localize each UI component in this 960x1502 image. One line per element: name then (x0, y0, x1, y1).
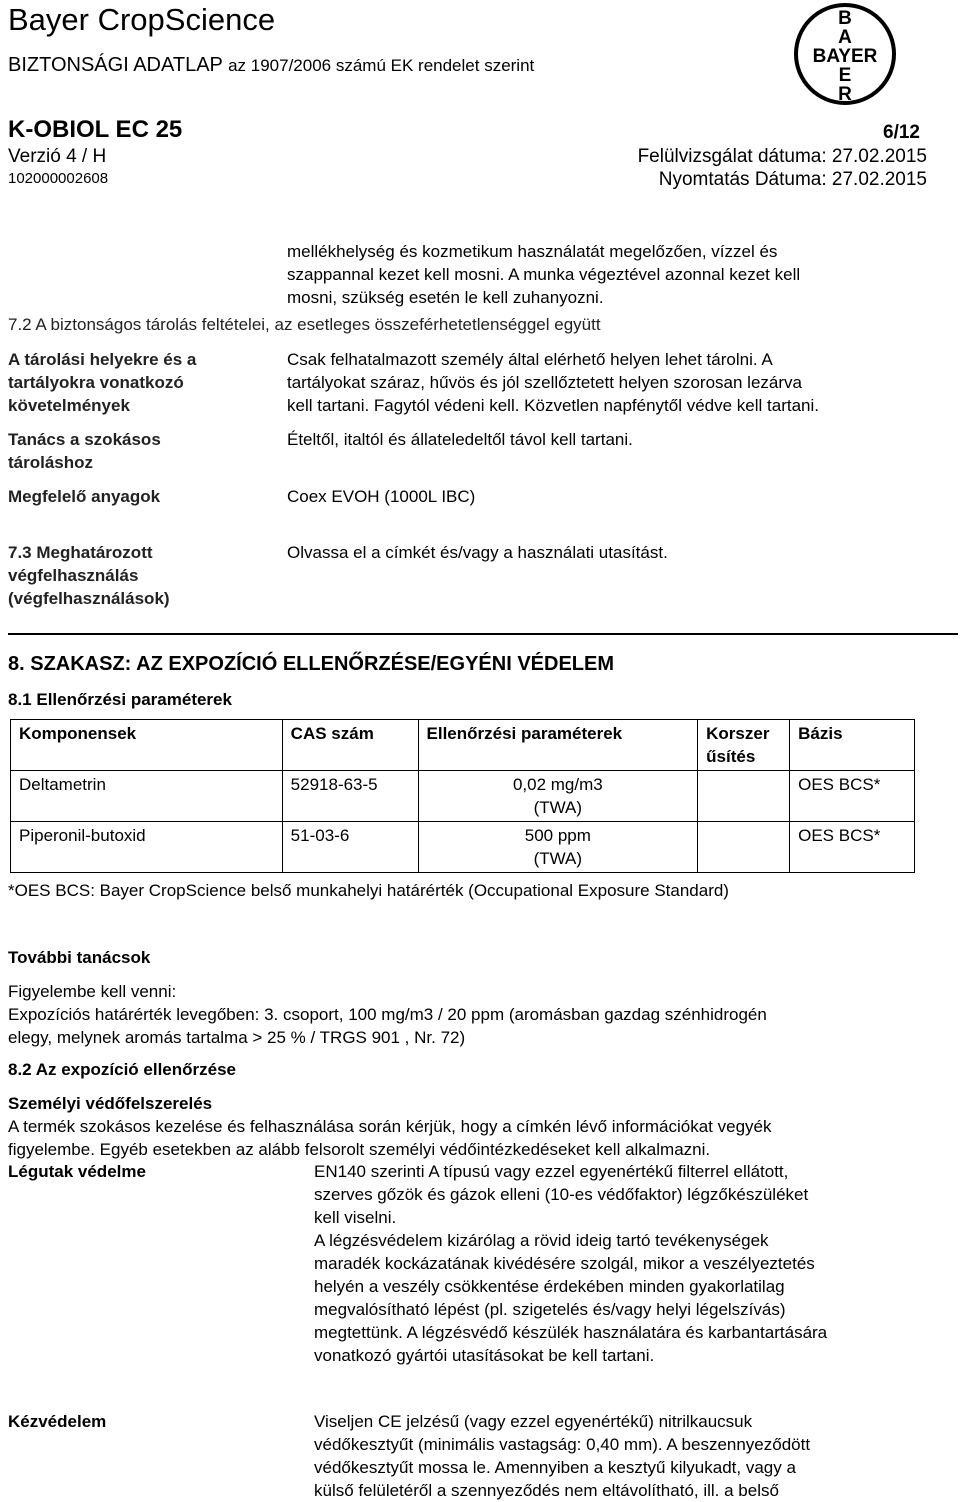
section-7-3-label: 7.3 Meghatározott végfelhasználás (végfelhasználások) (8, 543, 170, 608)
section-8-title: 8. SZAKASZ: AZ EXPOZÍCIÓ ELLENŐRZÉSE/EGYÉNI VÉDELEM (8, 653, 614, 675)
col-header-cas: CAS szám (282, 720, 418, 771)
section-8-2-title: 8.2 Az expozíció ellenőrzése (8, 1060, 237, 1079)
document-code: 102000002608 (8, 170, 109, 187)
revision-date: Felülvizsgálat dátuma: 27.02.2015 (637, 146, 927, 167)
document-type (8, 54, 534, 77)
col-header-update: Korszer űsítés (698, 720, 790, 771)
col-header-components: Komponensek (11, 720, 283, 771)
section-divider (8, 633, 958, 635)
print-date: Nyomtatás Dátuma: 27.02.2015 (658, 169, 927, 190)
continuation-paragraph: mellékhelység és kozmetikum használatát megelőzően, vízzel és szappannal kezet kell mosni. A munka végeztével azonnal kezet kell mosni, szükség esetén le kell zuhanyozni. (287, 242, 801, 307)
logo-letter-b-top: B (838, 8, 852, 29)
hand-protection-text: Viseljen CE jelzésű (vagy ezzel egyenértékű) nitrilkaucsuk védőkesztyűt (minimális vastagság: 0,40 mm). A beszennyeződött védőkesztyűt mossa le. Amennyiben a kesztyű kilyukadt, vagy a külső felületéről a szennyeződés nem eltávolítható, ill. a belső (314, 1412, 811, 1500)
storage-requirements-text: Csak felhatalmazott személy által elérhető helyen lehet tárolni. A tartályokat száraz, hűvös és jól szellőztetett helyen szorosan lezárva kell tartani. Fagytól védeni kell. Közvetlen napfénytől védve kell tartani. (287, 350, 820, 415)
section-8-1-title: 8.1 Ellenőrzési paraméterek (8, 690, 232, 709)
page-number: 6/12 (883, 122, 920, 143)
svg-text:A: A (838, 27, 852, 48)
svg-text:BAYER: BAYER (812, 46, 878, 67)
product-name: K-OBIOL EC 25 (8, 116, 183, 143)
regulation-label: az 1907/2006 számú EK rendelet szerint (228, 56, 535, 75)
exposure-limits-table (10, 719, 915, 873)
svg-text:R: R (838, 84, 852, 105)
col-header-params: Ellenőrzési paraméterek (418, 720, 698, 771)
section-7-3-text: Olvassa el a címkét és/vagy a használati utasítást. (287, 543, 668, 562)
respiratory-protection-label: Légutak védelme (8, 1162, 146, 1181)
bayer-logo (793, 2, 897, 106)
ppe-title: Személyi védőfelszerelés (8, 1094, 213, 1113)
company-name: Bayer CropScience (8, 2, 276, 37)
respiratory-protection-text: EN140 szerinti A típusú vagy ezzel egyenértékű filterrel ellátott, szerves gőzök és gázok elleni (10-es védőfaktor) légzőkészüléket kell viselni. A légzésvédelem kizárólag a rövid ideig tartó tevékenységek maradék kockázatának kivédésére szolgál, mikor a veszélyeztetés helyén a veszély csökkentése érdekében minden gyakorlatilag megvalósítható lépést (pl. szigetelés és/vagy helyi légelszívás) megtettünk. A légzésvédő készülék használatára és karbantartására vonatkozó gyártói utasításokat be kell tartani. (314, 1162, 828, 1365)
storage-advice-label: Tanács a szokásos tároláshoz (8, 430, 161, 472)
version-label: Verzió 4 / H (8, 146, 107, 167)
suitable-materials-text: Coex EVOH (1000L IBC) (287, 487, 476, 506)
doc-type-label: BIZTONSÁGI ADATLAP (8, 54, 223, 76)
hand-protection-label: Kézvédelem (8, 1412, 107, 1431)
storage-advice-text: Ételtől, italtól és állateledeltől távol kell tartani. (287, 430, 633, 449)
svg-text:E: E (838, 65, 852, 86)
further-advice-title: További tanácsok (8, 948, 151, 967)
suitable-materials-label: Megfelelő anyagok (8, 487, 161, 506)
table-header-row (11, 720, 915, 771)
table-row: Piperonil-butoxid 51-03-6 500 ppm (TWA) OES BCS* (11, 822, 915, 873)
further-advice-text: Figyelembe kell venni: Expozíciós határérték levegőben: 3. csoport, 100 mg/m3 / 20 ppm (aromásban gazdag szénhidrogén elegy, melynek aromás tartalma > 25 % / TRGS 901 , Nr. 72) (8, 982, 767, 1047)
table-footnote: *OES BCS: Bayer CropScience belső munkahelyi határérték (Occupational Exposure Standard) (8, 881, 729, 900)
ppe-text: A termék szokásos kezelése és felhasználása során kérjük, hogy a címkén lévő információkat vegyék figyelembe. Egyéb esetekben az alább felsorolt személyi védőintézkedéseket kell alkalmazni. (8, 1117, 772, 1159)
storage-requirements-label: A tárolási helyekre és a tartályokra vonatkozó követelmények (8, 350, 197, 415)
table-row: Deltametrin 52918-63-5 0,02 mg/m3 (TWA) OES BCS* (11, 771, 915, 822)
section-7-2-title: 7.2 A biztonságos tárolás feltételei, az esetleges összeférhetetlenséggel együtt (8, 315, 601, 334)
col-header-basis: Bázis (790, 720, 915, 771)
